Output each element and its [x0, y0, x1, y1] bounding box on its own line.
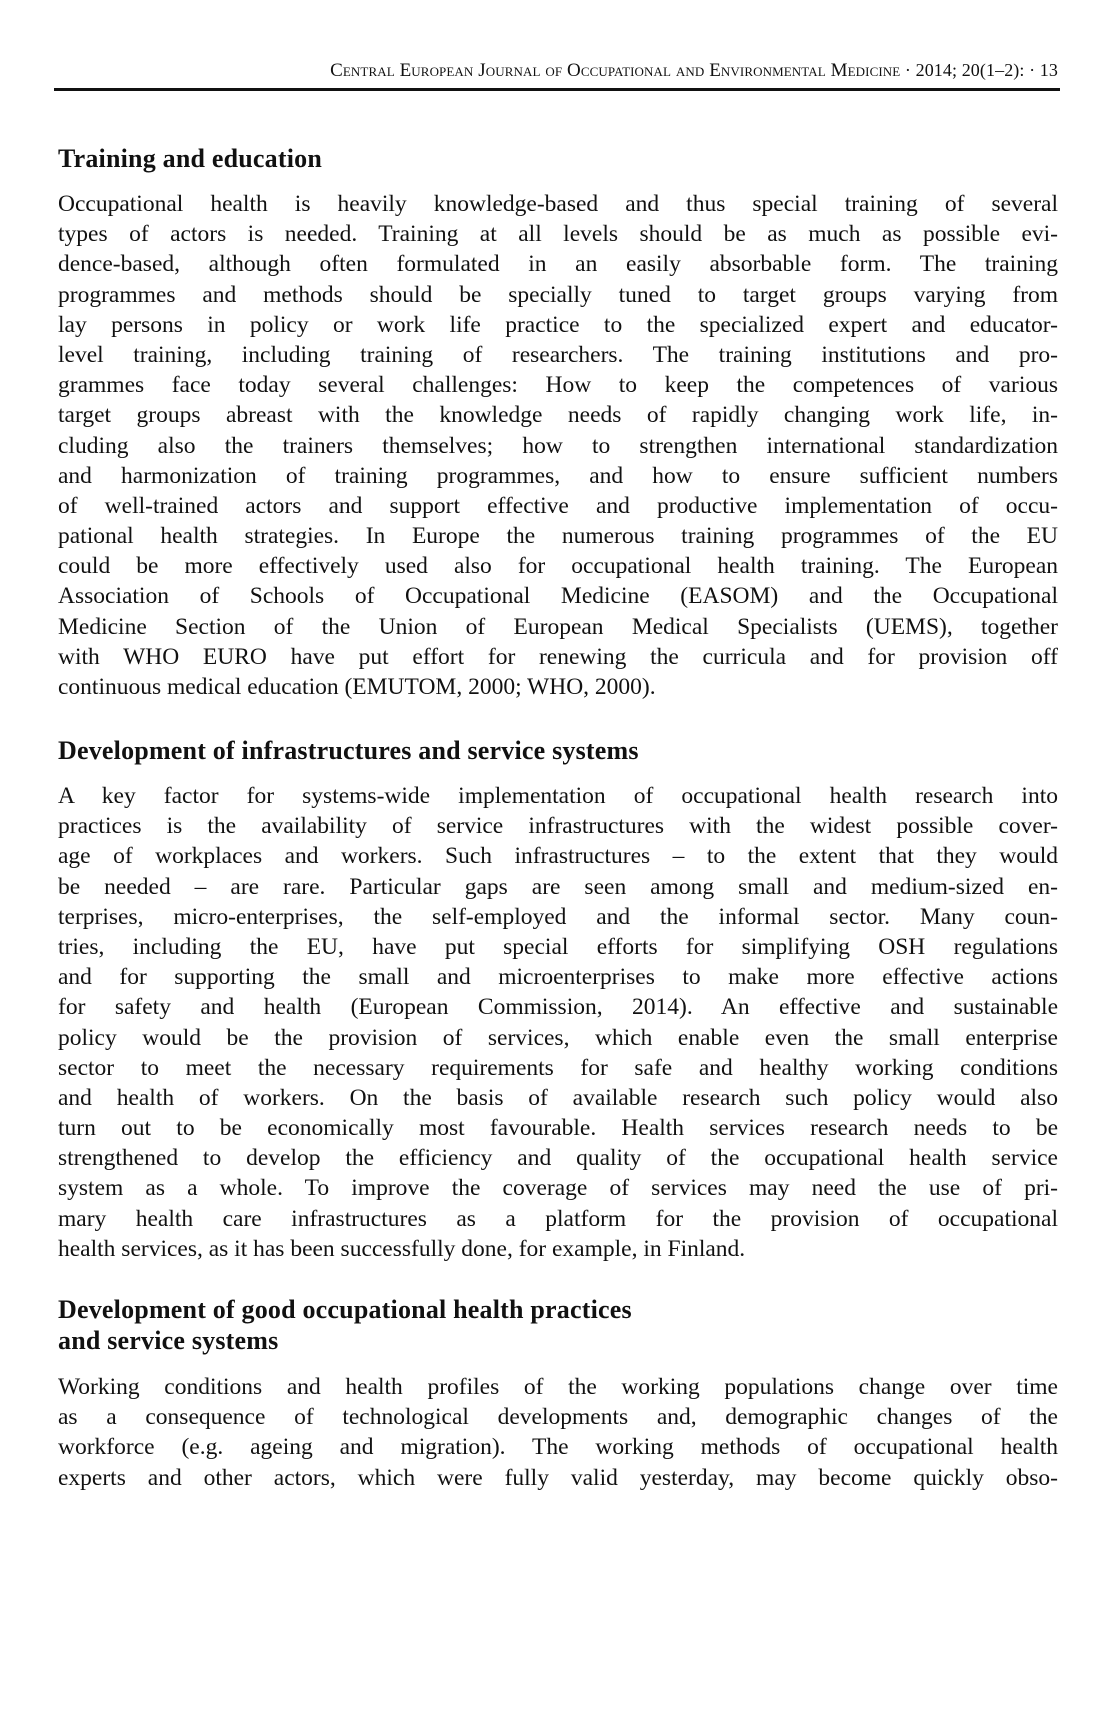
- text-line: turn out to be economically most favourable. Health services research needs to be: [58, 1115, 1058, 1142]
- text-line: strengthened to develop the efficiency and quality of the occupational health service: [58, 1145, 1058, 1172]
- text-line: grammes face today several challenges: How to keep the competences of various: [58, 372, 1058, 399]
- running-header: [58, 60, 1058, 82]
- heading-line: Training and education: [58, 144, 322, 173]
- text-line: continuous medical education (EMUTOM, 2000; WHO, 2000).: [58, 674, 656, 700]
- text-line: pational health strategies. In Europe the numerous training programmes of the EU: [58, 523, 1058, 550]
- text-line: types of actors is needed. Training at all levels should be as much as possible evi-: [58, 221, 1058, 248]
- journal-citation: · 2014; 20(1–2): · 13: [900, 60, 1058, 80]
- text-line: terprises, micro-enterprises, the self-employed and the informal sector. Many coun-: [58, 903, 1058, 930]
- text-line: for safety and health (European Commission, 2014). An effective and sustainable: [58, 994, 1058, 1021]
- text-line: Working conditions and health profiles of the working populations change over time: [58, 1374, 1058, 1400]
- text-line: experts and other actors, which were fully valid yesterday, may become quickly obso-: [58, 1464, 1058, 1491]
- section-heading: [58, 1294, 1058, 1356]
- text-line: be needed – are rare. Particular gaps are seen among small and medium-sized en-: [58, 873, 1058, 900]
- text-line: health services, as it has been successfully done, for example, in Finland.: [58, 1235, 746, 1262]
- text-line: policy would be the provision of services, which enable even the small enterprise: [58, 1024, 1058, 1051]
- section-training-and-education: [58, 143, 1058, 702]
- text-line: Medicine Section of the Union of European Medical Specialists (UEMS), together: [58, 613, 1058, 640]
- section-paragraph: [58, 189, 1058, 702]
- section-paragraph: [58, 1372, 1058, 1493]
- text-line: age of workplaces and workers. Such infrastructures – to the extent that they would: [58, 843, 1058, 870]
- text-line: Occupational health is heavily knowledge-based and thus special training of several: [58, 191, 1058, 217]
- text-line: A key factor for systems-wide implementation of occupational health research into: [58, 783, 1058, 809]
- text-line: system as a whole. To improve the coverage of services may need the use of pri-: [58, 1175, 1058, 1202]
- heading-line: Development of good occupational health practices: [58, 1295, 632, 1324]
- header-rule: [54, 88, 1060, 91]
- text-line: sector to meet the necessary requirements for safe and healthy working conditions: [58, 1054, 1058, 1081]
- text-line: as a consequence of technological developments and, demographic changes of the: [58, 1404, 1058, 1431]
- text-line: could be more effectively used also for occupational health training. The European: [58, 553, 1058, 580]
- text-line: and for supporting the small and microenterprises to make more effective actions: [58, 964, 1058, 991]
- section-good-practices-and-service-systems: [58, 1294, 1058, 1493]
- section-heading: [58, 143, 1058, 174]
- text-line: dence-based, although often formulated in an easily absorbable form. The training: [58, 251, 1058, 278]
- text-line: Association of Schools of Occupational Medicine (EASOM) and the Occupational: [58, 583, 1058, 610]
- text-line: of well-trained actors and support effective and productive implementation of occu-: [58, 492, 1058, 519]
- text-line: and health of workers. On the basis of available research such policy would also: [58, 1084, 1058, 1111]
- section-heading: [58, 735, 1058, 766]
- text-line: programmes and methods should be specially tuned to target groups varying from: [58, 281, 1058, 308]
- heading-line: Development of infrastructures and service systems: [58, 736, 639, 765]
- journal-title: Central European Journal of Occupational and Environmental Medicine: [330, 60, 901, 81]
- text-line: practices is the availability of service infrastructures with the widest possible cover-: [58, 813, 1058, 840]
- text-line: workforce (e.g. ageing and migration). The working methods of occupational health: [58, 1434, 1058, 1461]
- section-infrastructures-and-service-systems: [58, 735, 1058, 1264]
- text-line: level training, including training of researchers. The training institutions and pro-: [58, 341, 1058, 368]
- text-line: lay persons in policy or work life practice to the specialized expert and educator-: [58, 311, 1058, 338]
- section-paragraph: [58, 781, 1058, 1264]
- text-line: target groups abreast with the knowledge needs of rapidly changing work life, in-: [58, 402, 1058, 429]
- text-line: tries, including the EU, have put special efforts for simplifying OSH regulations: [58, 933, 1058, 960]
- text-line: mary health care infrastructures as a platform for the provision of occupational: [58, 1205, 1058, 1232]
- text-line: cluding also the trainers themselves; how to strengthen international standardization: [58, 432, 1058, 459]
- heading-line: and service systems: [58, 1326, 279, 1355]
- text-line: with WHO EURO have put effort for renewing the curricula and for provision off: [58, 643, 1058, 670]
- text-line: and harmonization of training programmes, and how to ensure sufficient numbers: [58, 462, 1058, 489]
